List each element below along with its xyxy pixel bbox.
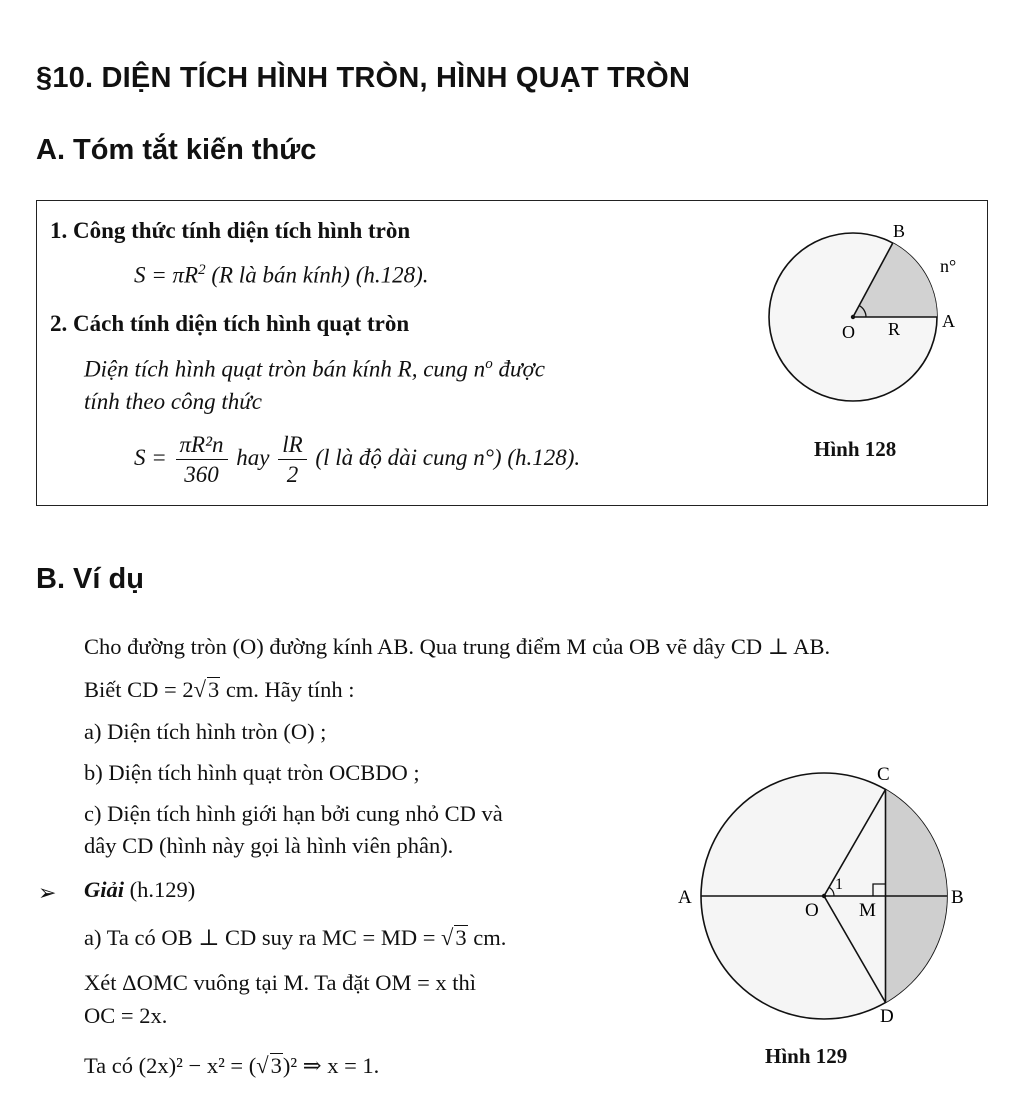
question-a: a) Diện tích hình tròn (O) ; xyxy=(84,719,327,744)
solution-ref: (h.129) xyxy=(129,877,196,902)
example-line2-post: cm. Hãy tính : xyxy=(225,677,355,702)
item2-desc-line1 xyxy=(84,356,545,383)
item2-desc-deg: o xyxy=(485,356,493,372)
fig129-label-b: B xyxy=(951,887,964,908)
fraction-area xyxy=(176,432,228,488)
fig129-label-1: 1 xyxy=(835,876,843,893)
solution-line2a: Xét ΔOMC vuông tại M. Ta đặt OM = x thì xyxy=(84,970,477,995)
question-c-line2: dây CD (hình này gọi là hình viên phân). xyxy=(84,833,454,858)
section-b-heading: B. Ví dụ xyxy=(36,563,144,595)
solution-a-pre: a) Ta có OB ⊥ CD suy ra MC = MD = xyxy=(84,925,436,950)
solution-line3: Ta có (2x)² − x² = (√3)² ⇒ x = 1. xyxy=(84,1053,380,1078)
fraction-arc xyxy=(278,432,306,488)
fig128-label-b: B xyxy=(893,221,906,241)
section-a-heading: A. Tóm tắt kiến thức xyxy=(36,134,317,166)
sector-formula xyxy=(134,432,580,488)
formula-note: (l là độ dài cung n°) (h.128). xyxy=(315,445,581,471)
item1-formula-note: (R là bán kính) (h.128). xyxy=(211,262,429,288)
figure-129 xyxy=(672,760,972,1040)
item2-desc-line2: tính theo công thức xyxy=(84,389,262,414)
fig128-label-r: R xyxy=(888,319,901,339)
solution-a-radicand: 3 xyxy=(455,925,467,950)
fig129-label-d: D xyxy=(880,1006,894,1027)
figure-128 xyxy=(760,215,980,425)
fraction-area-den: 360 xyxy=(184,462,219,488)
item1-formula-exp: 2 xyxy=(198,262,206,278)
fig128-center-dot xyxy=(851,315,855,319)
item1-title: 1. Công thức tính diện tích hình tròn xyxy=(50,218,411,243)
fraction-arc-den: 2 xyxy=(286,462,299,488)
item2-title: 2. Cách tính diện tích hình quạt tròn xyxy=(50,311,410,336)
fig128-label-a: A xyxy=(942,311,955,331)
formula-hay: hay xyxy=(236,445,270,471)
fig128-label-o: O xyxy=(842,322,855,342)
formula-s: S = xyxy=(134,445,167,471)
fraction-area-num: πR²n xyxy=(176,432,228,460)
fig129-center-dot xyxy=(822,894,826,898)
example-line2-pre: Biết CD = 2 xyxy=(84,677,194,702)
arrow-bullet-icon: ➢ xyxy=(38,880,57,905)
example-line2-radicand: 3 xyxy=(207,677,220,702)
fig129-label-o: O xyxy=(805,900,819,921)
fraction-arc-num: lR xyxy=(278,432,306,460)
solution-heading xyxy=(84,877,195,903)
question-b: b) Diện tích hình quạt tròn OCBDO ; xyxy=(84,760,420,785)
fig128-label-n: n° xyxy=(940,256,957,276)
solution-line3-post: )² ⇒ x = 1. xyxy=(282,1053,380,1078)
item2-desc-end: được xyxy=(498,356,545,382)
example-line2: Biết CD = 2√3 cm. Hãy tính : xyxy=(84,677,355,702)
fig129-label-a: A xyxy=(678,887,692,908)
solution-line3-pre: Ta có (2x)² − x² = ( xyxy=(84,1053,257,1078)
solution-a: a) Ta có OB ⊥ CD suy ra MC = MD = √3 cm. xyxy=(84,925,507,950)
solution-label: Giải xyxy=(84,877,125,902)
question-c-line1: c) Diện tích hình giới hạn bởi cung nhỏ CD và xyxy=(84,801,503,826)
fig129-label-m: M xyxy=(859,900,876,921)
fig129-label-c: C xyxy=(877,764,890,785)
fig129-caption: Hình 129 xyxy=(765,1044,848,1068)
fig128-caption: Hình 128 xyxy=(814,437,897,461)
item2-desc-text: Diện tích hình quạt tròn bán kính R, cung n xyxy=(84,356,486,382)
page-title: §10. DIỆN TÍCH HÌNH TRÒN, HÌNH QUẠT TRÒN xyxy=(36,62,691,94)
solution-line2b: OC = 2x. xyxy=(84,1003,168,1028)
example-line1: Cho đường tròn (O) đường kính AB. Qua trung điểm M của OB vẽ dây CD ⊥ AB. xyxy=(84,634,831,659)
item1-formula xyxy=(134,262,429,289)
solution-a-post: cm. xyxy=(473,925,507,950)
solution-line3-radicand: 3 xyxy=(270,1053,282,1078)
item1-formula-lhs: S = πR xyxy=(134,262,199,288)
